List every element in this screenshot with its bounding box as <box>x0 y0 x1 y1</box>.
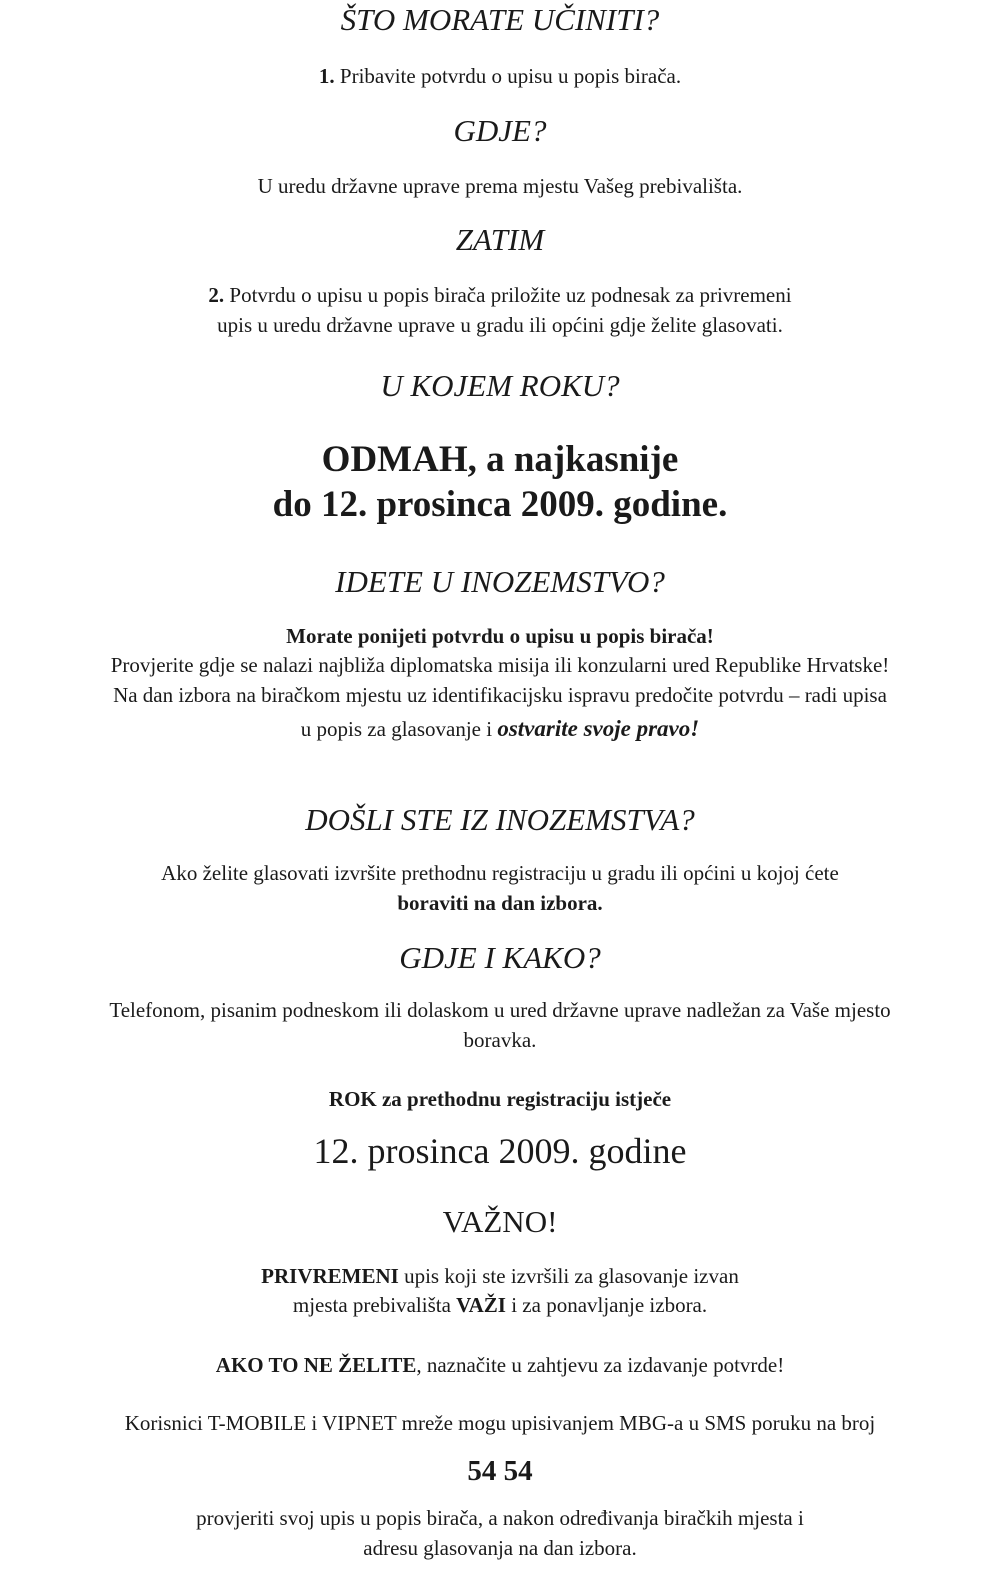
heading-important: VAŽNO! <box>442 1204 558 1239</box>
heading-deadline: U KOJEM ROKU? <box>380 368 620 403</box>
from-abroad-line-1: Ako želite glasovati izvršite prethodnu registraciju u gradu ili općini u kojoj ćete <box>161 861 839 885</box>
heading-what-to-do: ŠTO MORATE UČINITI? <box>340 2 660 37</box>
sms-number: 54 54 <box>467 1455 533 1487</box>
abroad-line-4-plain: u popis za glasovanje i <box>300 717 498 741</box>
step-1-line <box>0 64 1000 89</box>
step-2-number: 2. <box>208 283 225 307</box>
abroad-line-4-emphasis: ostvarite svoje pravo! <box>497 716 700 741</box>
important-line-1-rest: upis koji ste izvršili za glasovanje izvan <box>398 1264 739 1288</box>
important-line-2-bold: VAŽI <box>456 1293 506 1317</box>
step-2-text: Potvrdu o upisu u popis birača priložite uz podnesak za privremeni <box>224 283 792 307</box>
deadline-line-2: do 12. prosinca 2009. godine. <box>272 484 728 525</box>
sms-line-1: Korisnici T-MOBILE i VIPNET mreže mogu upisivanjem MBG-a u SMS poruku na broj <box>124 1411 876 1435</box>
important-line-3 <box>0 1353 1000 1378</box>
deadline-line-1: ODMAH, a najkasnije <box>321 439 679 480</box>
heading-going-abroad: IDETE U INOZEMSTVO? <box>335 564 665 599</box>
abroad-line-4 <box>0 716 1000 742</box>
important-line-3-bold: AKO TO NE ŽELITE <box>215 1353 417 1377</box>
registration-deadline-date: 12. prosinca 2009. godine <box>313 1131 687 1171</box>
important-line-1-bold: PRIVREMENI <box>261 1264 399 1288</box>
important-line-2-pre: mjesta prebivališta <box>292 1293 457 1317</box>
where-how-line-1: Telefonom, pisanim podneskom ili dolaskom u ured državne uprave nadležan za Vaše mjesto <box>109 998 891 1022</box>
where-text: U uredu državne uprave prema mjestu Vašeg prebivališta. <box>257 174 743 198</box>
heading-where-how: GDJE I KAKO? <box>399 940 601 975</box>
step-1-number: 1. <box>318 64 335 88</box>
from-abroad-line-2: boraviti na dan izbora. <box>397 891 603 915</box>
abroad-bold-line: Morate ponijeti potvrdu o upisu u popis birača! <box>286 624 714 648</box>
heading-where: GDJE? <box>453 113 547 148</box>
where-how-line-2: boravka. <box>463 1028 537 1052</box>
step-2-line-1 <box>0 283 1000 308</box>
important-line-1 <box>0 1264 1000 1289</box>
important-line-3-rest: , naznačite u zahtjevu za izdavanje potvrde! <box>416 1353 785 1377</box>
step-2-line-2: upis u uredu državne uprave u gradu ili općini gdje želite glasovati. <box>217 313 783 337</box>
step-1-text: Pribavite potvrdu o upisu u popis birača. <box>334 64 682 88</box>
important-line-2 <box>0 1293 1000 1318</box>
abroad-line-2: Provjerite gdje se nalazi najbliža diplomatska misija ili konzularni ured Republike Hrvatske! <box>110 653 890 677</box>
abroad-line-3: Na dan izbora na biračkom mjestu uz identifikacijsku ispravu predočite potvrdu – radi upisa <box>113 683 887 707</box>
heading-then: ZATIM <box>455 222 545 257</box>
registration-deadline-label: ROK za prethodnu registraciju istječe <box>328 1087 672 1111</box>
heading-from-abroad: DOŠLI STE IZ INOZEMSTVA? <box>305 802 695 837</box>
sms-line-2: provjeriti svoj upis u popis birača, a nakon određivanja biračkih mjesta i <box>196 1506 804 1530</box>
sms-line-3: adresu glasovanja na dan izbora. <box>363 1536 637 1560</box>
important-line-2-post: i za ponavljanje izbora. <box>505 1293 708 1317</box>
